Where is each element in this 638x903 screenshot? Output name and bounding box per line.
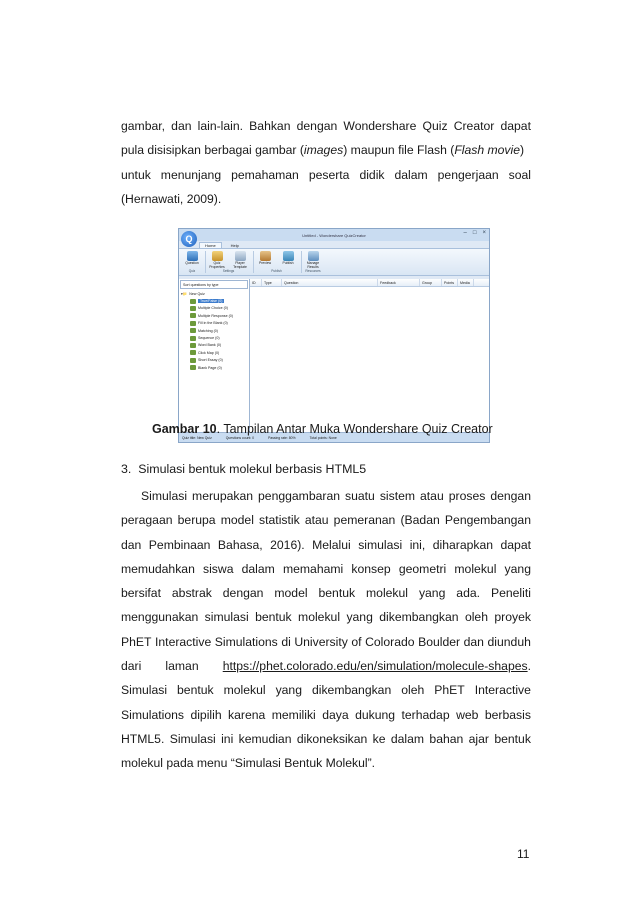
text-run: molekul pada menu “Simulasi Bentuk Molekul”. bbox=[121, 756, 376, 771]
word: dalam bbox=[390, 731, 425, 746]
word: molekul bbox=[366, 586, 409, 601]
text-line bbox=[121, 138, 531, 162]
word: berupa bbox=[177, 513, 216, 528]
preview-button[interactable] bbox=[256, 251, 274, 269]
ribbon-tabs bbox=[179, 241, 489, 248]
tree-item[interactable] bbox=[181, 334, 249, 341]
word: Wondershare bbox=[343, 119, 417, 133]
word: statistik bbox=[259, 513, 300, 528]
word: menggunakan bbox=[121, 610, 199, 625]
question-button[interactable] bbox=[183, 251, 201, 269]
tree-item-label: Sequence (0) bbox=[198, 336, 220, 341]
word: ajar bbox=[468, 731, 489, 746]
text-line bbox=[121, 678, 531, 702]
ribbon-group-resources bbox=[304, 251, 326, 273]
button-label: Preview bbox=[258, 261, 272, 265]
word: HTML5. bbox=[121, 731, 165, 746]
word: pemeranan bbox=[333, 513, 396, 528]
word: gambar, bbox=[121, 119, 166, 133]
word: dipilih bbox=[190, 707, 222, 722]
word: dikembangkan bbox=[311, 683, 392, 698]
column-header[interactable]: Feedback bbox=[378, 279, 420, 286]
word: dengan bbox=[296, 119, 338, 133]
word: Simulasi bbox=[169, 731, 216, 746]
tree-item[interactable] bbox=[181, 327, 249, 334]
word: Interactive bbox=[155, 634, 212, 649]
word: web bbox=[456, 707, 479, 722]
text-run: pula disisipkan berbagai gambar ( bbox=[121, 143, 304, 158]
text-run: . bbox=[527, 659, 531, 674]
word: pengerjaan bbox=[437, 167, 499, 182]
close-icon[interactable]: × bbox=[482, 230, 486, 236]
url-with-period bbox=[223, 654, 531, 678]
word: simulasi bbox=[204, 610, 249, 625]
word: memahami bbox=[282, 561, 344, 576]
word: menunjang bbox=[160, 167, 222, 182]
text-line bbox=[121, 557, 531, 581]
text-line bbox=[121, 187, 531, 211]
question-type-icon bbox=[190, 313, 196, 318]
word: simulasi bbox=[358, 537, 403, 552]
manage-results-button[interactable] bbox=[304, 251, 322, 269]
citation: (Hernawati, 2009). bbox=[121, 191, 222, 206]
text-run: ) maupun file Flash ( bbox=[343, 143, 455, 158]
word: Simulasi bbox=[121, 683, 168, 698]
column-header[interactable]: Question bbox=[282, 279, 378, 286]
page-number: 11 bbox=[517, 847, 530, 861]
word: PhET bbox=[434, 683, 465, 698]
tree-item-label: Multiple Choice (0) bbox=[198, 306, 228, 311]
status-field: Quiz title: New Quiz bbox=[182, 435, 212, 440]
publish-button[interactable] bbox=[279, 251, 297, 269]
section-number: 3. bbox=[121, 462, 132, 476]
word: ini, bbox=[409, 537, 426, 552]
word: lain-lain. bbox=[197, 119, 244, 133]
question-type-icon bbox=[190, 321, 196, 326]
word: bersifat bbox=[121, 586, 161, 601]
italic-term: Flash movie bbox=[454, 143, 521, 158]
text-line bbox=[121, 654, 531, 678]
word: Colorado bbox=[365, 634, 415, 649]
word: merupakan bbox=[192, 489, 254, 503]
group-label: Resources bbox=[305, 269, 321, 274]
figure-screenshot bbox=[178, 228, 490, 443]
word: Melalui bbox=[312, 537, 351, 552]
group-label: Publish bbox=[271, 269, 282, 273]
word: model bbox=[274, 586, 308, 601]
group-label: Quiz bbox=[188, 269, 196, 273]
word: oleh bbox=[401, 683, 425, 698]
question-type-icon bbox=[190, 328, 196, 333]
word: Pengembangan bbox=[444, 513, 531, 528]
word: Creator bbox=[453, 119, 495, 133]
word: geometri bbox=[398, 561, 447, 576]
sort-dropdown[interactable] bbox=[180, 280, 248, 289]
question-type-icon bbox=[190, 365, 196, 370]
word: Boulder bbox=[418, 634, 461, 649]
paragraph-1 bbox=[121, 114, 531, 211]
question-type-icon bbox=[190, 343, 196, 348]
text-line bbox=[121, 751, 531, 775]
text-line bbox=[121, 114, 531, 138]
word: Pembinaan bbox=[148, 537, 211, 552]
word: yang bbox=[418, 586, 446, 601]
window-title: Untitled - Wondershare QuizCreator bbox=[302, 232, 366, 238]
preview-icon bbox=[260, 251, 271, 261]
word: diunduh bbox=[487, 634, 531, 649]
word: proyek bbox=[494, 610, 531, 625]
caption-label: Gambar 10 bbox=[152, 422, 217, 436]
question-type-icon bbox=[190, 306, 196, 311]
tree-item-label: Click Map (0) bbox=[198, 350, 220, 355]
text-line bbox=[121, 703, 531, 727]
question-tree bbox=[179, 290, 249, 371]
grid-header bbox=[250, 279, 489, 287]
template-icon bbox=[235, 251, 246, 261]
tree-item-label: True/False (0) bbox=[200, 299, 223, 304]
status-field: Passing rate: 80% bbox=[268, 435, 296, 440]
properties-icon bbox=[212, 251, 223, 261]
results-icon bbox=[308, 251, 319, 261]
word: Simulasi bbox=[141, 489, 188, 503]
question-tree-panel bbox=[179, 279, 250, 433]
button-label: Manage Results bbox=[306, 261, 320, 269]
text-line bbox=[121, 508, 531, 532]
tab-home[interactable]: Home bbox=[199, 242, 222, 248]
tree-item[interactable] bbox=[181, 342, 249, 349]
word: molekul bbox=[454, 561, 497, 576]
question-icon bbox=[187, 251, 198, 261]
word: ini bbox=[221, 731, 234, 746]
tree-item-label: Blank Page (0) bbox=[198, 365, 222, 370]
word: bentuk bbox=[318, 586, 356, 601]
tree-item-label: Multiple Response (0) bbox=[198, 313, 233, 318]
window-titlebar bbox=[179, 229, 489, 241]
ribbon-group-quiz bbox=[183, 251, 206, 273]
column-header[interactable]: Group bbox=[420, 279, 442, 286]
word: of bbox=[351, 634, 362, 649]
app-logo-icon: Q bbox=[181, 231, 197, 247]
word: dalam bbox=[241, 561, 275, 576]
caption-text: . Tampilan Antar Muka Wondershare Quiz Creator bbox=[216, 422, 493, 436]
word: bentuk bbox=[494, 731, 531, 746]
word: ada. bbox=[456, 586, 481, 601]
word: dan bbox=[171, 119, 192, 133]
word: Simulations bbox=[121, 707, 184, 722]
word: molekul bbox=[223, 683, 266, 698]
column-header[interactable]: ID bbox=[250, 279, 262, 286]
maximize-icon[interactable]: □ bbox=[472, 230, 477, 236]
column-header[interactable]: Media bbox=[458, 279, 474, 286]
word: proses bbox=[448, 489, 486, 503]
word: dengan bbox=[490, 489, 531, 503]
word: dan bbox=[121, 537, 142, 552]
word: PhET bbox=[121, 634, 152, 649]
word: Peneliti bbox=[490, 586, 531, 601]
tree-root-label: New Quiz bbox=[189, 291, 205, 296]
word: dapat bbox=[500, 119, 531, 133]
word: atau bbox=[304, 513, 329, 528]
text-run: ) bbox=[520, 143, 525, 158]
word: dengan bbox=[222, 586, 264, 601]
word: dikembangkan bbox=[379, 610, 459, 625]
word: karena bbox=[228, 707, 266, 722]
word: model bbox=[220, 513, 254, 528]
word: oleh bbox=[464, 610, 488, 625]
word: terhadap bbox=[401, 707, 450, 722]
text-line bbox=[121, 484, 531, 508]
word: dukung bbox=[355, 707, 396, 722]
word: bahan bbox=[429, 731, 464, 746]
word: bentuk bbox=[255, 610, 292, 625]
tree-item[interactable] bbox=[181, 297, 249, 304]
word: konsep bbox=[351, 561, 391, 576]
word: memudahkan bbox=[121, 561, 195, 576]
word: Quiz bbox=[422, 119, 448, 133]
ribbon bbox=[179, 248, 489, 276]
tree-item[interactable] bbox=[181, 312, 249, 319]
button-label: Question bbox=[185, 261, 199, 265]
text-line bbox=[121, 163, 531, 187]
word: soal bbox=[508, 167, 531, 182]
word: daya bbox=[322, 707, 349, 722]
word: atau bbox=[420, 489, 444, 503]
italic-term: images bbox=[303, 143, 344, 158]
word: kemudian bbox=[238, 731, 292, 746]
window-controls bbox=[464, 230, 486, 236]
tree-item[interactable] bbox=[181, 357, 249, 364]
word: 2016). bbox=[270, 537, 305, 552]
word: University bbox=[294, 634, 348, 649]
word: peserta bbox=[308, 167, 350, 182]
word: molekul bbox=[298, 610, 341, 625]
word: penggambaran bbox=[258, 489, 341, 503]
quiz-properties-button[interactable] bbox=[208, 251, 226, 269]
text-line bbox=[121, 533, 531, 557]
tree-item[interactable] bbox=[181, 364, 249, 371]
text-line bbox=[121, 581, 531, 605]
phet-link[interactable]: https://phet.colorado.edu/en/simulation/molecule-shapes bbox=[222, 659, 528, 674]
word: bentuk bbox=[177, 683, 214, 698]
folder-icon: ▾📁 bbox=[181, 291, 188, 296]
question-type-icon bbox=[190, 358, 196, 363]
question-type-icon bbox=[190, 350, 196, 355]
word: abstrak bbox=[171, 586, 212, 601]
question-type-icon bbox=[190, 299, 196, 304]
text-line bbox=[121, 605, 531, 629]
button-label: Player Template bbox=[233, 261, 247, 269]
button-label: Quiz Properties bbox=[209, 261, 225, 269]
tree-root[interactable] bbox=[181, 290, 249, 297]
sort-dropdown-value: Sort questions by type bbox=[183, 282, 219, 287]
text-line bbox=[121, 727, 531, 751]
word: siswa bbox=[203, 561, 234, 576]
word: dan bbox=[463, 634, 484, 649]
publish-icon bbox=[283, 251, 294, 261]
word: yang bbox=[346, 610, 373, 625]
word: ke bbox=[372, 731, 386, 746]
tree-item-label: Short Essay (0) bbox=[198, 358, 223, 363]
word: sistem bbox=[379, 489, 416, 503]
section-heading bbox=[121, 462, 366, 476]
column-header[interactable]: Points bbox=[442, 279, 458, 286]
button-label: Publish bbox=[282, 261, 294, 265]
ribbon-group-settings bbox=[208, 251, 254, 273]
figure-caption bbox=[152, 422, 493, 436]
tree-item[interactable] bbox=[181, 349, 249, 356]
word: suatu bbox=[345, 489, 375, 503]
word: yang bbox=[275, 683, 302, 698]
word: memiliki bbox=[271, 707, 316, 722]
text-run: laman bbox=[165, 659, 199, 674]
paragraph-2 bbox=[121, 484, 531, 776]
word: dikoneksikan bbox=[296, 731, 368, 746]
tab-help[interactable]: Help bbox=[230, 243, 239, 248]
group-label: Settings bbox=[222, 269, 235, 274]
word: untuk bbox=[121, 167, 151, 182]
column-header[interactable]: Type bbox=[262, 279, 282, 286]
word: Bahasa, bbox=[217, 537, 263, 552]
word: Bahkan bbox=[249, 119, 291, 133]
tree-item-label: Word Bank (0) bbox=[198, 343, 222, 348]
section-title: Simulasi bentuk molekul berbasis HTML5 bbox=[138, 462, 367, 476]
text-run: dari bbox=[121, 659, 142, 674]
word: yang bbox=[504, 561, 531, 576]
status-field: Total points: None bbox=[309, 435, 337, 440]
word: di bbox=[281, 634, 291, 649]
word: berbasis bbox=[484, 707, 531, 722]
minimize-icon[interactable]: – bbox=[463, 230, 467, 236]
tree-item-label: Fill in the Blank (0) bbox=[198, 321, 228, 326]
ribbon-group-publish bbox=[256, 251, 302, 273]
player-template-button[interactable] bbox=[231, 251, 249, 269]
word: didik bbox=[359, 167, 385, 182]
word: Simulations bbox=[214, 634, 278, 649]
word: dalam bbox=[394, 167, 428, 182]
status-field: Questions count: 0 bbox=[225, 435, 255, 440]
tree-item-label: Matching (0) bbox=[198, 328, 218, 333]
word: dapat bbox=[500, 537, 531, 552]
text-line bbox=[121, 630, 531, 654]
word: (Badan bbox=[400, 513, 440, 528]
tree-item[interactable] bbox=[181, 305, 249, 312]
question-grid bbox=[250, 279, 489, 433]
workspace bbox=[179, 279, 489, 433]
word: pemahaman bbox=[231, 167, 299, 182]
word: diharapkan bbox=[432, 537, 494, 552]
question-type-icon bbox=[190, 336, 196, 341]
word: peragaan bbox=[121, 513, 173, 528]
word: Interactive bbox=[474, 683, 531, 698]
tree-item[interactable] bbox=[181, 320, 249, 327]
